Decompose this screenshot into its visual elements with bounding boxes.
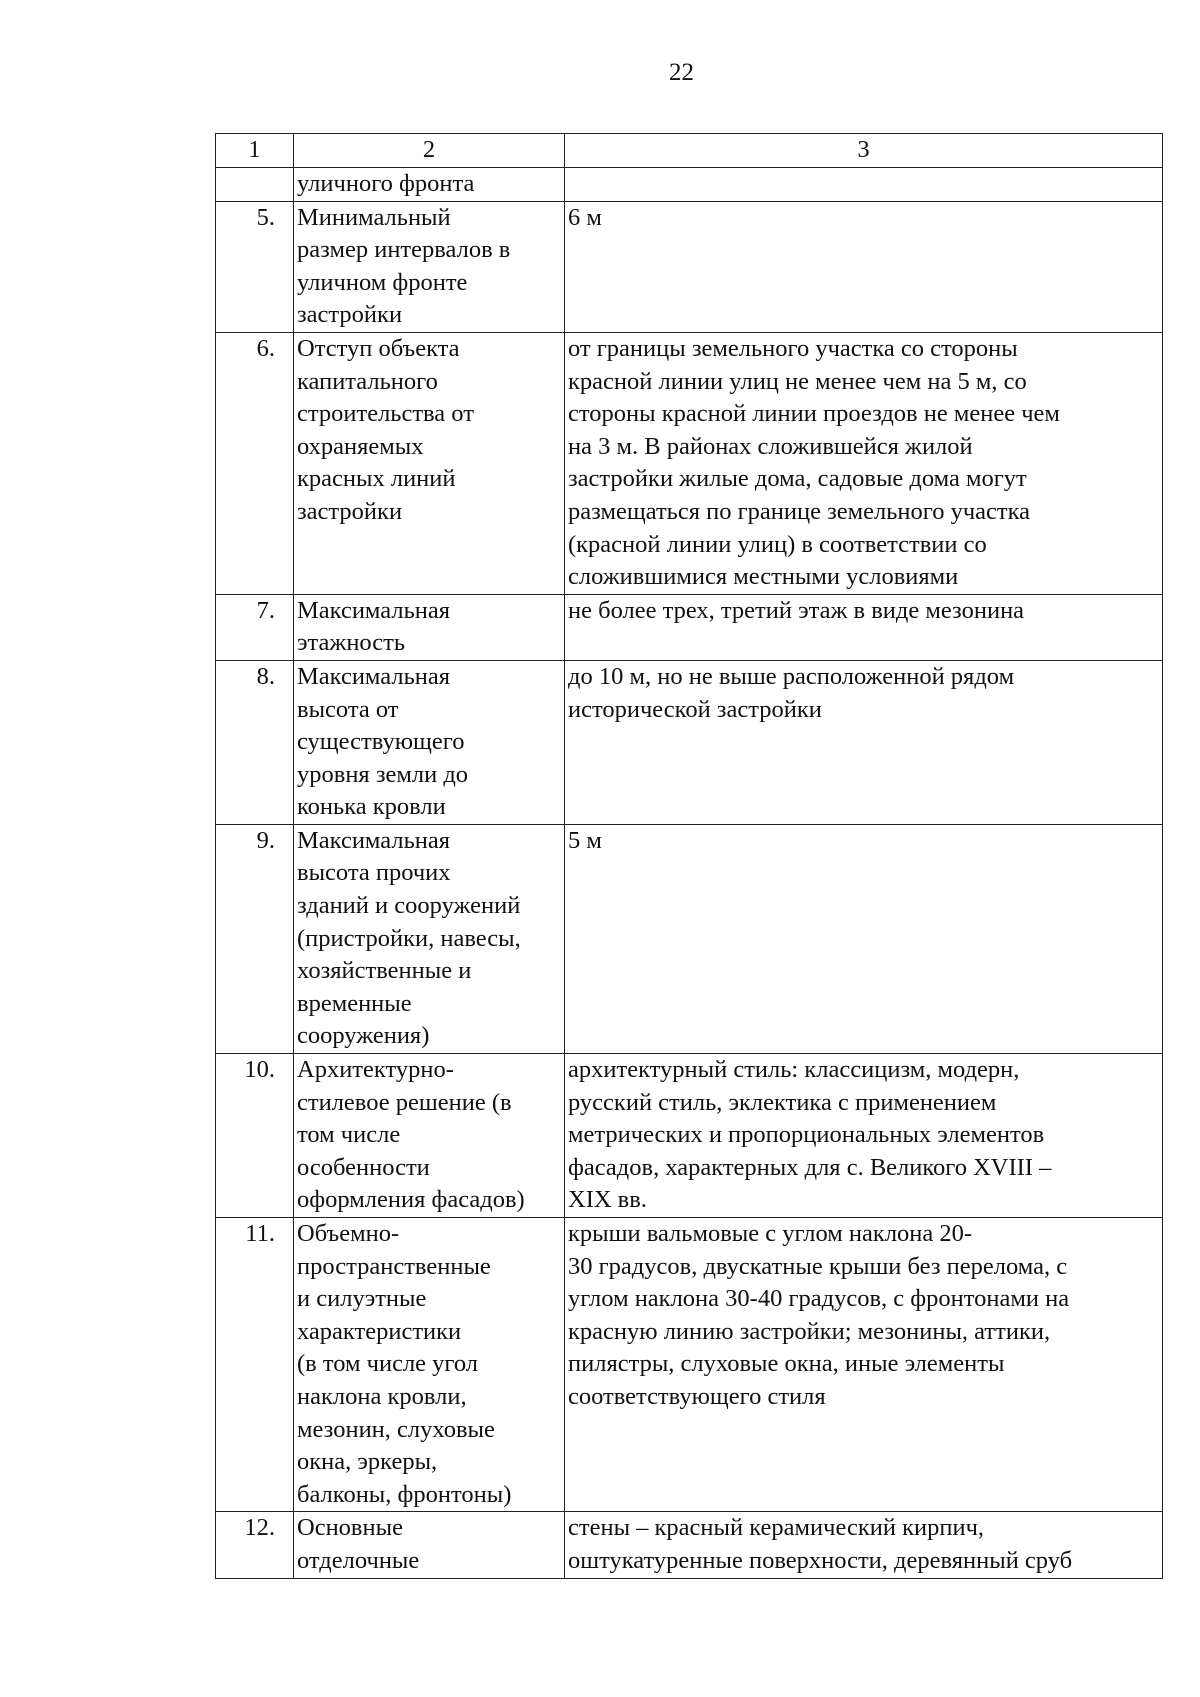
table-row — [216, 1512, 1163, 1578]
row-value: до 10 м, но не выше расположенной рядом исторической застройки — [565, 660, 1163, 824]
row-number: 8. — [216, 660, 294, 824]
row-value — [565, 168, 1163, 202]
row-number: 7. — [216, 594, 294, 660]
table-header-row — [216, 134, 1163, 168]
table-row — [216, 332, 1163, 594]
regulations-table — [215, 133, 1163, 1579]
row-parameter: Минимальный размер интервалов в уличном фронте застройки — [294, 201, 565, 332]
page-number — [0, 58, 1200, 88]
row-parameter: Архитектурно- стилевое решение (в том числе особенности оформления фасадов) — [294, 1054, 565, 1218]
table-row — [216, 201, 1163, 332]
row-parameter: Основные отделочные — [294, 1512, 565, 1578]
row-value: не более трех, третий этаж в виде мезонина — [565, 594, 1163, 660]
table-row — [216, 1218, 1163, 1512]
row-value: стены – красный керамический кирпич, оштукатуренные поверхности, деревянный сруб — [565, 1512, 1163, 1578]
row-parameter: Объемно- пространственные и силуэтные характеристики (в том числе угол наклона кровли, мезонин, слуховые окна, эркеры, балконы, фронтоны) — [294, 1218, 565, 1512]
row-value: архитектурный стиль: классицизм, модерн, русский стиль, эклектика с применением метрических и пропорциональных элементов фасадов, характерных для с. Великого XVIII – XIX вв. — [565, 1054, 1163, 1218]
row-value: 5 м — [565, 824, 1163, 1053]
row-number: 12. — [216, 1512, 294, 1578]
row-number: 9. — [216, 824, 294, 1053]
row-parameter: Максимальная высота прочих зданий и сооружений (пристройки, навесы, хозяйственные и временные сооружения) — [294, 824, 565, 1053]
row-number: 6. — [216, 332, 294, 594]
table-row — [216, 1054, 1163, 1218]
table-row — [216, 660, 1163, 824]
row-number — [216, 168, 294, 202]
page-number-text: 22 — [669, 59, 694, 86]
row-number: 5. — [216, 201, 294, 332]
header-cell-2: 2 — [294, 134, 565, 168]
row-value: 6 м — [565, 201, 1163, 332]
header-cell-3: 3 — [565, 134, 1163, 168]
header-cell-1: 1 — [216, 134, 294, 168]
row-number: 11. — [216, 1218, 294, 1512]
table-body — [216, 134, 1163, 1579]
row-value: от границы земельного участка со стороны красной линии улиц не менее чем на 5 м, со стороны красной линии проездов не менее чем на 3 м. В районах сложившейся жилой застройки жилые дома, садовые дома могут размещаться по границе земельного участка (красной линии улиц) в соответствии со сложившимися местными условиями — [565, 332, 1163, 594]
row-parameter: Максимальная высота от существующего уровня земли до конька кровли — [294, 660, 565, 824]
table-row — [216, 824, 1163, 1053]
row-parameter: Отступ объекта капитального строительства от охраняемых красных линий застройки — [294, 332, 565, 594]
row-parameter: Максимальная этажность — [294, 594, 565, 660]
table-row — [216, 168, 1163, 202]
row-parameter: уличного фронта — [294, 168, 565, 202]
table-row — [216, 594, 1163, 660]
row-number: 10. — [216, 1054, 294, 1218]
row-value: крыши вальмовые с углом наклона 20- 30 градусов, двускатные крыши без перелома, с углом наклона 30-40 градусов, с фронтонами на красную линию застройки; мезонины, аттики, пилястры, слуховые окна, иные элементы соответствующего стиля — [565, 1218, 1163, 1512]
